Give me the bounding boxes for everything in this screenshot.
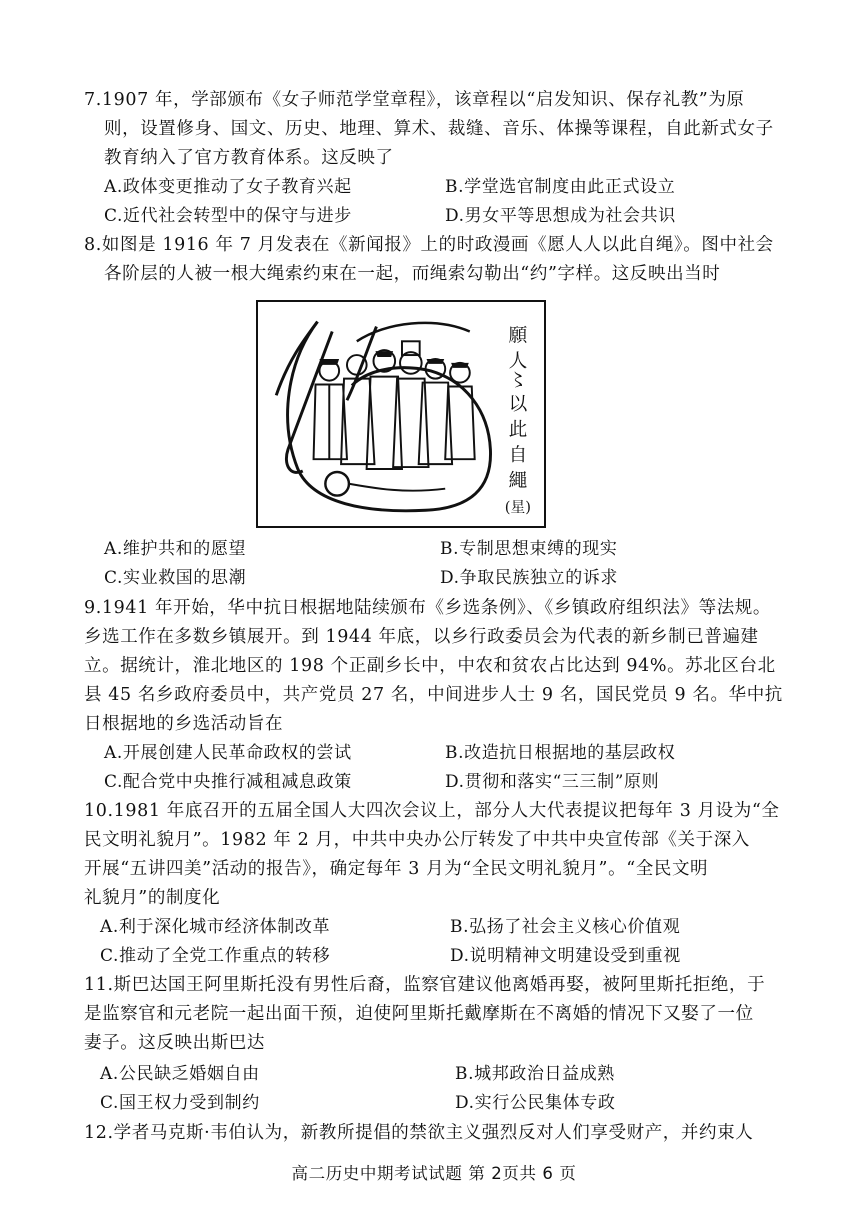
q10-option-b: B.弘扬了社会主义核心价值观 (450, 917, 681, 937)
q11-line-2: 是监察官和元老院一起出面干预，迫使阿里斯托戴摩斯在不离婚的情况下又娶了一位 (84, 1004, 754, 1024)
q8-option-b: B.专制思想束缚的现实 (440, 539, 618, 559)
q9-option-d: D.贯彻和落实“三三制”原则 (445, 772, 660, 792)
q10-option-a: A.利于深化城市经济体制改革 (100, 917, 331, 937)
q9-line-4: 县 45 名乡政府委员中，共产党员 27 名，中间进步人士 9 名，国民党员 9 名。华中抗 (84, 685, 783, 705)
cartoon-signature: (星) (504, 499, 532, 517)
q7-line-3: 教育纳入了官方教育体系。这反映了 (104, 148, 394, 168)
q10-option-d: D.说明精神文明建设受到重视 (450, 946, 681, 966)
caption-char-6: 自 (508, 445, 528, 467)
q9-line-1: 9.1941 年开始，华中抗日根据地陆续颁布《乡选条例》、《乡镇政府组织法》等法规。 (84, 598, 771, 618)
cartoon-drawing (258, 302, 544, 526)
q11-line-1: 11.斯巴达国王阿里斯托没有男性后裔，监察官建议他离婚再娶，被阿里斯托拒绝，于 (84, 975, 766, 995)
q7-option-b: B.学堂选官制度由此正式设立 (445, 177, 676, 197)
q10-line-4: 礼貌月”的制度化 (84, 888, 221, 908)
page-footer: 高二历史中期考试试题 第 2页共 6 页 (291, 1164, 577, 1183)
q7-option-d: D.男女平等思想成为社会共识 (445, 206, 676, 226)
q9-line-5: 日根据地的乡选活动旨在 (84, 714, 284, 734)
caption-char-5: 此 (508, 419, 528, 441)
q8-option-a: A.维护共和的愿望 (104, 539, 247, 559)
q7-option-a: A.政体变更推动了女子教育兴起 (104, 177, 352, 197)
political-cartoon (256, 300, 546, 528)
q11-line-3: 妻子。这反映出斯巴达 (84, 1033, 265, 1053)
q7-line-2: 则，设置修身、国文、历史、地理、算术、裁缝、音乐、体操等课程，自此新式女子 (104, 119, 774, 139)
caption-char-7: 繩 (508, 470, 528, 492)
q11-option-b: B.城邦政治日益成熟 (455, 1064, 615, 1084)
q9-option-c: C.配合党中央推行减租减息政策 (104, 772, 352, 792)
q8-line-1: 8.如图是 1916 年 7 月发表在《新闻报》上的时政漫画《愿人人以此自绳》。图中社会 (84, 235, 774, 255)
q9-line-3: 立。据统计，淮北地区的 198 个正副乡长中，中农和贫农占比达到 94%。苏北区台北 (84, 656, 776, 676)
q11-option-a: A.公民缺乏婚姻自由 (100, 1064, 260, 1084)
q11-option-c: C.国王权力受到制约 (100, 1093, 260, 1113)
caption-char-4: 以 (508, 394, 528, 416)
q8-line-2: 各阶层的人被一根大绳索约束在一起，而绳索勾勒出“约”字样。这反映出当时 (104, 264, 721, 284)
q12-line-1: 12.学者马克斯·韦伯认为，新教所提倡的禁欲主义强烈反对人们享受财产，并约束人 (84, 1123, 754, 1143)
caption-char-2: 人 (508, 350, 528, 372)
q7-option-c: C.近代社会转型中的保守与进步 (104, 206, 352, 226)
q9-line-2: 乡选工作在多数乡镇展开。到 1944 年底，以乡行政委员会为代表的新乡制已普遍建 (84, 627, 759, 647)
q10-option-c: C.推动了全党工作重点的转移 (100, 946, 331, 966)
q8-option-c: C.实业救国的思潮 (104, 568, 247, 588)
q9-option-a: A.开展创建人民革命政权的尝试 (104, 743, 352, 763)
q8-option-d: D.争取民族独立的诉求 (440, 568, 619, 588)
q10-line-3: 开展“五讲四美”活动的报告》，确定每年 3 月为“全民文明礼貌月”。“全民文明 (84, 859, 709, 879)
caption-char-1: 願 (508, 325, 528, 347)
q11-option-d: D.实行公民集体专政 (455, 1093, 616, 1113)
q10-line-1: 10.1981 年底召开的五届全国人大四次会议上，部分人大代表提议把每年 3 月设为“全 (84, 801, 780, 821)
q7-line-1: 7.1907 年，学部颁布《女子师范学堂章程》，该章程以“启发知识、保存礼教”为原 (84, 90, 745, 110)
q10-line-2: 民文明礼貌月”。1982 年 2 月，中共中央办公厅转发了中共中央宣传部《关于深入 (84, 830, 750, 850)
q9-option-b: B.改造抗日根据地的基层政权 (445, 743, 676, 763)
caption-char-3: 〻 (508, 370, 528, 392)
